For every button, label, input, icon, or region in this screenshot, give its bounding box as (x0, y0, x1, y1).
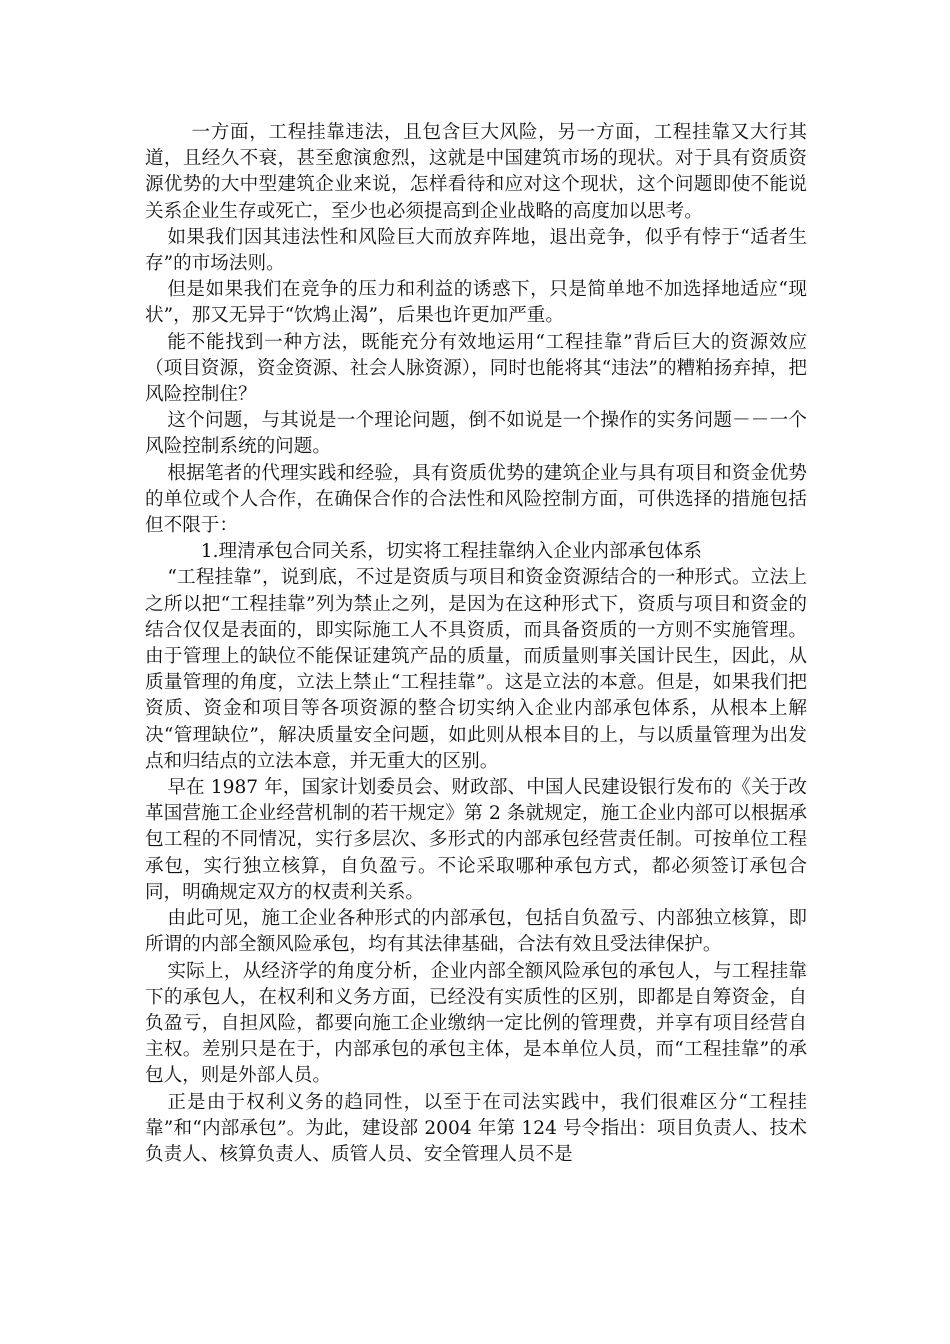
paragraph: 但是如果我们在竞争的压力和利益的诱惑下，只是简单地不加选择地适应“现状”，那又无异于“饮鸩止渴”，后果也许更加严重。 (145, 279, 807, 327)
paragraph: 早在 1987 年，国家计划委员会、财政部、中国人民建设银行发布的《关于改革国营施工企业经营机制的若干规定》第 2 条就规定，施工企业内部可以根据承包工程的不同情况，实行多层次、多形式的内部承包经营责任制。可按单位工程承包，实行独立核算，自负盈亏。不论采取哪种承包方式，都必须签订承包合同，明确规定双方的权责利关系。 (145, 777, 807, 903)
section-heading: 1.理清承包合同关系，切实将工程挂靠纳入企业内部承包体系 (200, 541, 702, 563)
paragraph: 根据笔者的代理实践和经验，具有资质优势的建筑企业与具有项目和资金优势的单位或个人合作，在确保合作的合法性和风险控制方面，可供选择的措施包括但不限于： (145, 462, 807, 537)
document-body (145, 120, 807, 1168)
paragraph: 由此可见，施工企业各种形式的内部承包，包括自负盈亏、内部独立核算，即所谓的内部全额风险承包，均有其法律基础，合法有效且受法律保护。 (145, 908, 807, 956)
paragraph: 这个问题，与其说是一个理论问题，倒不如说是一个操作的实务问题－－一个风险控制系统的问题。 (145, 410, 807, 458)
paragraph: 能不能找到一种方法，既能充分有效地运用“工程挂靠”背后巨大的资源效应（项目资源，资金资源、社会人脉资源），同时也能将其“违法”的糟粕扬弃掉，把风险控制住？ (145, 331, 807, 406)
paragraph: 实际上，从经济学的角度分析，企业内部全额风险承包的承包人，与工程挂靠下的承包人，在权利和义务方面，已经没有实质性的区别，即都是自筹资金，自负盈亏，自担风险，都要向施工企业缴纳一定比例的管理费，并享有项目经营自主权。差别只是在于，内部承包的承包主体，是本单位人员，而“工程挂靠”的承包人，则是外部人员。 (145, 960, 807, 1087)
paragraph: 正是由于权利义务的趋同性，以至于在司法实践中，我们很难区分“工程挂靠”和“内部承包”。为此，建设部 2004 年第 124 号令指出：项目负责人、技术负责人、核算负责人、质管人员、安全管理人员不是 (145, 1091, 807, 1165)
paragraph-intro: 一方面，工程挂靠违法，且包含巨大风险，另一方面，工程挂靠又大行其道，且经久不衰，甚至愈演愈烈，这就是中国建筑市场的现状。对于具有资质资源优势的大中型建筑企业来说，怎样看待和应对这个现状，这个问题即使不能说关系企业生存或死亡，至少也必须提高到企业战略的高度加以思考。 (145, 122, 807, 222)
paragraph: 如果我们因其违法性和风险巨大而放弃阵地，退出竞争，似乎有悖于“适者生存”的市场法则。 (145, 226, 807, 275)
paragraph: “工程挂靠”，说到底，不过是资质与项目和资金资源结合的一种形式。立法上之所以把“工程挂靠”列为禁止之列，是因为在这种形式下，资质与项目和资金的结合仅仅是表面的，即实际施工人不具资质，而具备资质的一方则不实施管理。由于管理上的缺位不能保证建筑产品的质量，而质量则事关国计民生，因此，从质量管理的角度，立法上禁止“工程挂靠”。这是立法的本意。但是，如果我们把资质、资金和项目等各项资源的整合切实纳入企业内部承包体系，从根本上解决“管理缺位”，解决质量安全问题，如此则从根本目的上，与以质量管理为出发点和归结点的立法本意，并无重大的区别。 (145, 567, 807, 772)
